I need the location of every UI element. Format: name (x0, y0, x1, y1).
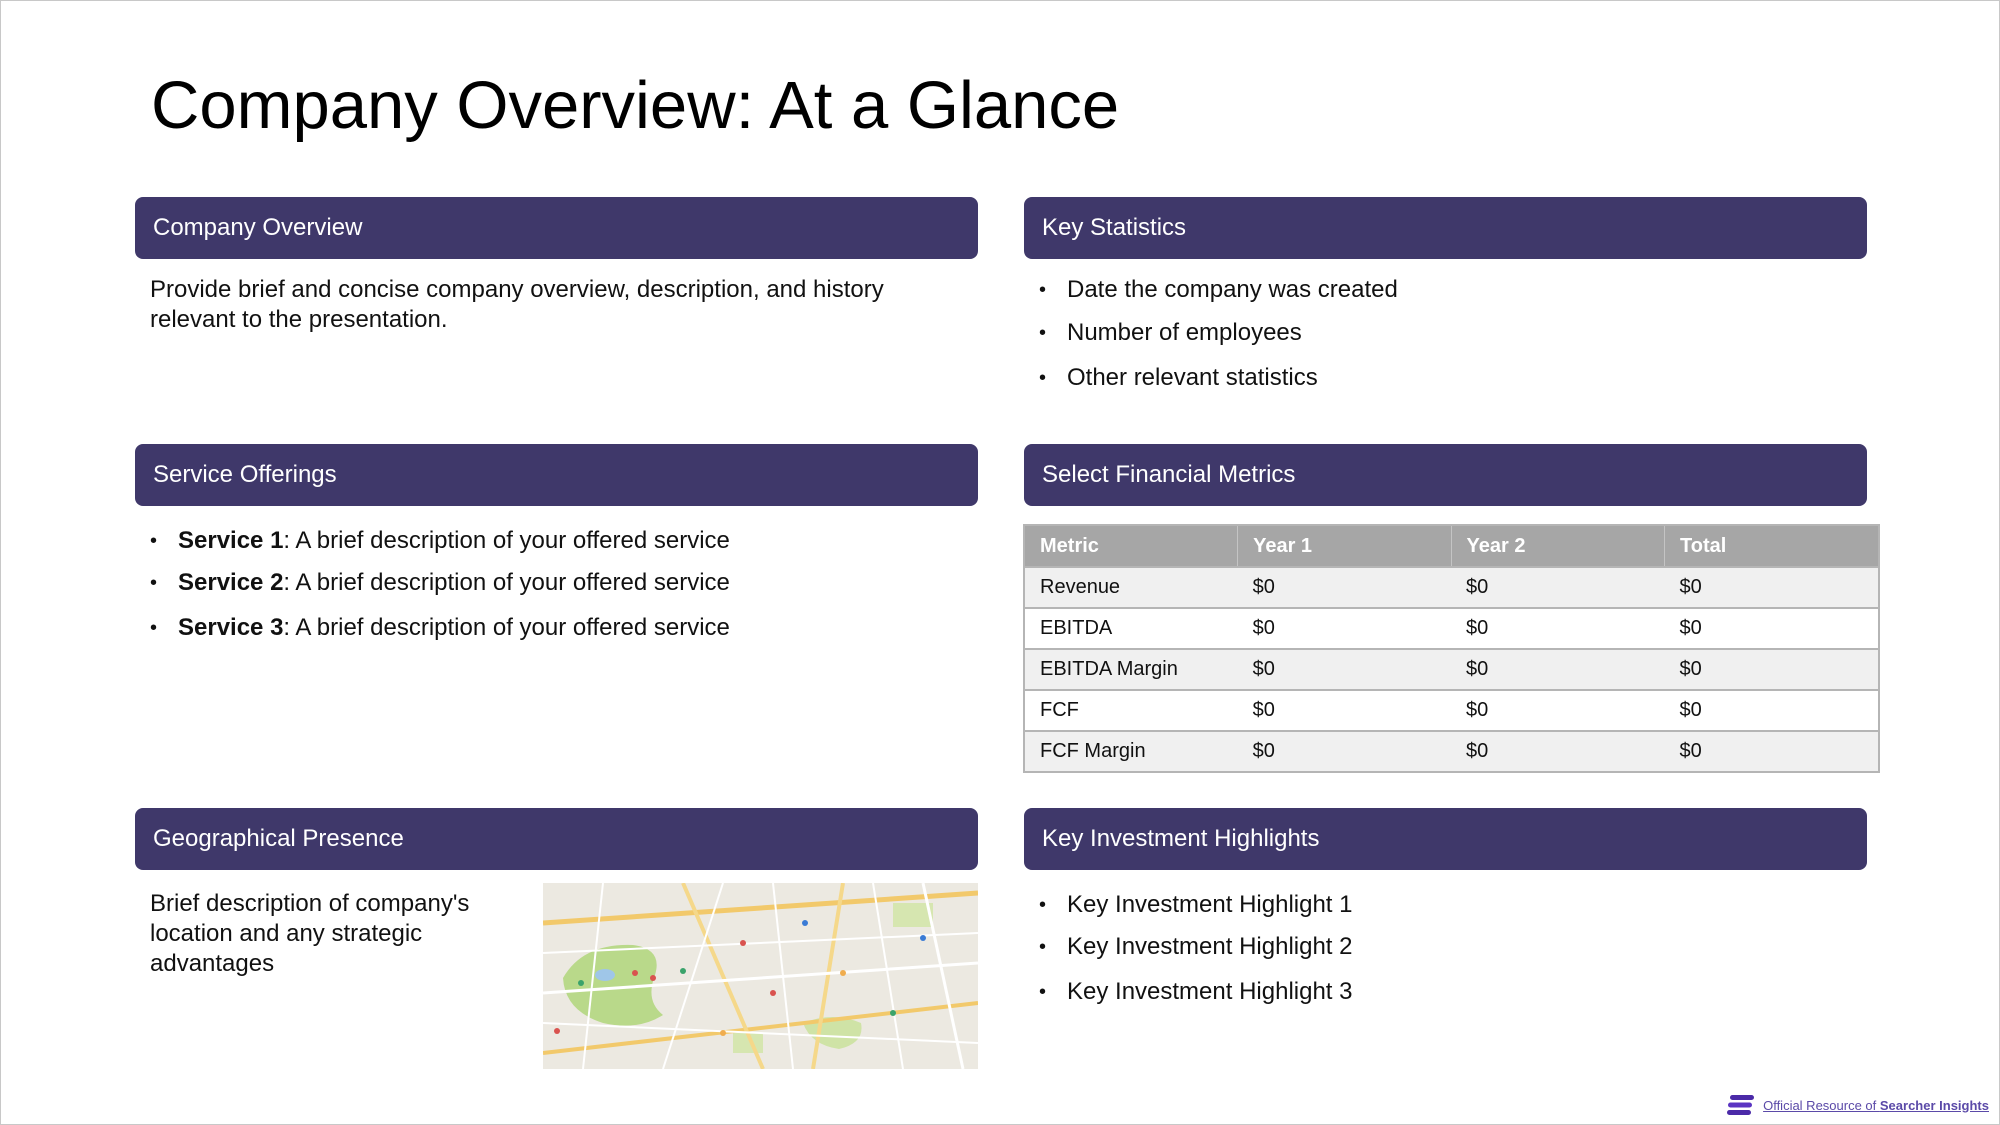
investment-highlights-header: Key Investment Highlights (1024, 808, 1867, 870)
key-statistics-header: Key Statistics (1024, 197, 1867, 259)
table-row (1024, 731, 1879, 772)
service-description: : A brief description of your offered service (283, 527, 730, 554)
footer-resource-link[interactable] (1763, 1098, 1989, 1113)
table-cell: $0 (1665, 690, 1880, 731)
table-row (1024, 567, 1879, 608)
investment-highlights-list (1039, 890, 1352, 1007)
service-description: : A brief description of your offered service (283, 569, 730, 596)
table-cell: EBITDA (1024, 608, 1238, 649)
table-cell: EBITDA Margin (1024, 649, 1238, 690)
location-map-image (543, 883, 978, 1069)
column-header: Metric (1024, 525, 1238, 567)
company-overview-text: Provide brief and concise company overview, description, and history relevant to the presentation. (150, 276, 884, 333)
service-description: : A brief description of your offered service (283, 614, 730, 641)
column-header: Total (1665, 525, 1880, 567)
geographical-presence-header: Geographical Presence (135, 808, 978, 870)
service-name: Service 1 (178, 527, 284, 554)
table-cell: $0 (1665, 567, 1880, 608)
list-item: • Number of employees (1039, 318, 1398, 348)
list-item: • Date the company was created (1039, 275, 1398, 305)
footer-brand: Searcher Insights (1879, 1097, 1989, 1113)
footer-prefix: Official Resource of (1763, 1097, 1880, 1113)
table-cell: $0 (1238, 649, 1451, 690)
table-row (1024, 690, 1879, 731)
list-item (150, 613, 730, 643)
table-cell: $0 (1238, 690, 1451, 731)
service-offerings-header: Service Offerings (135, 444, 978, 506)
page-title: Company Overview: At a Glance (151, 68, 1120, 143)
table-row (1024, 608, 1879, 649)
footer (1727, 1094, 1989, 1116)
brand-logo-icon (1727, 1094, 1755, 1116)
table-cell: $0 (1238, 608, 1451, 649)
table-cell: $0 (1451, 649, 1664, 690)
list-item: • Key Investment Highlight 2 (1039, 932, 1352, 962)
service-name: Service 3 (178, 614, 284, 641)
list-item: • Other relevant statistics (1039, 363, 1398, 393)
table-cell: FCF Margin (1024, 731, 1238, 772)
table-cell: $0 (1665, 608, 1880, 649)
table-cell: $0 (1451, 567, 1664, 608)
map-graphic (543, 883, 978, 1069)
financial-metrics-table (1023, 524, 1880, 773)
table-cell: FCF (1024, 690, 1238, 731)
service-offerings-list (150, 526, 730, 643)
table-cell: $0 (1451, 731, 1664, 772)
geographical-presence-text: Brief description of company's location and any strategic advantages (150, 890, 470, 977)
financial-metrics-header: Select Financial Metrics (1024, 444, 1867, 506)
table-cell: $0 (1238, 567, 1451, 608)
service-name: Service 2 (178, 569, 284, 596)
company-overview-header: Company Overview (135, 197, 978, 259)
column-header: Year 1 (1238, 525, 1451, 567)
table-header-row (1024, 525, 1879, 567)
list-item: • Key Investment Highlight 3 (1039, 977, 1352, 1007)
table-row (1024, 649, 1879, 690)
table-cell: $0 (1238, 731, 1451, 772)
column-header: Year 2 (1451, 525, 1664, 567)
list-item (150, 568, 730, 598)
table-cell: $0 (1665, 731, 1880, 772)
key-statistics-list (1039, 275, 1398, 393)
table-cell: $0 (1451, 690, 1664, 731)
list-item: • Key Investment Highlight 1 (1039, 890, 1352, 920)
table-cell: Revenue (1024, 567, 1238, 608)
table-cell: $0 (1665, 649, 1880, 690)
list-item (150, 526, 730, 556)
table-cell: $0 (1451, 608, 1664, 649)
